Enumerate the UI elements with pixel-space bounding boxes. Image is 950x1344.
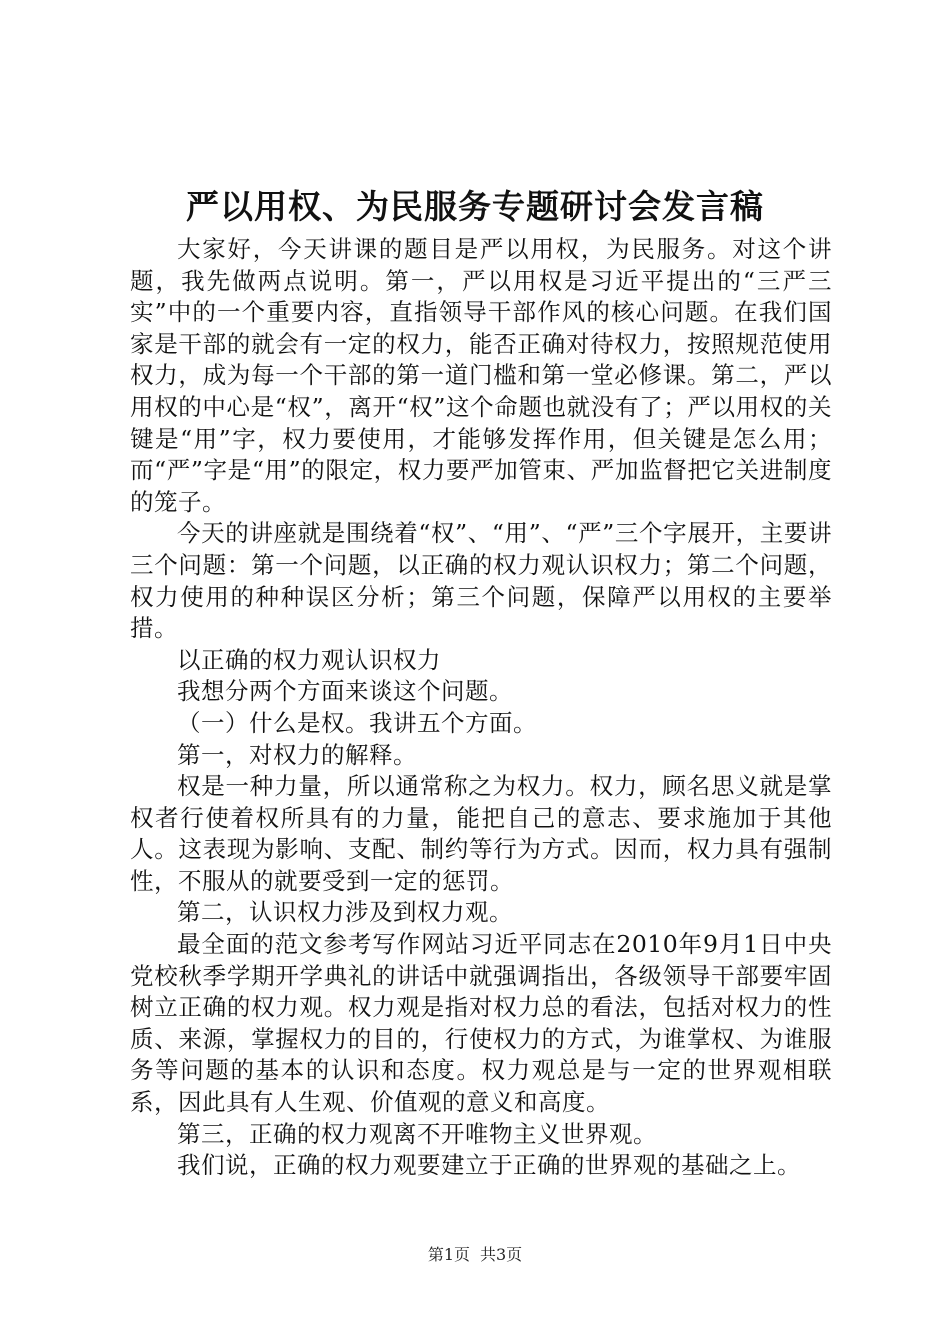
subsection-heading: （一）什么是权。我讲五个方面。 [177,708,537,737]
point-heading: 第一，对权力的解释。 [177,740,417,769]
document-title: 严以用权、为民服务专题研讨会发言稿 [186,187,764,226]
paragraph-intro: 大家好，今天讲课的题目是严以用权，为民服务。对这个讲题，我先做两点说明。第一，严以用权是习近平提出的“三严三实”中的一个重要内容，直指领导干部作风的核心问题。在我们国家是干部的就会有一定的权力，能否正确对待权力，按照规范使用权力，成为每一个干部的第一道门槛和第一堂必修课。第二，严以用权的中心是“权”，离开“权”这个命题也就没有了；严以用权的关键是“用”字，权力要使用，才能够发挥作用，但关键是怎么用；而“严”字是“用”的限定，权力要严加管束、严加监督把它关进制度的笼子。 [130,235,832,516]
document-body [130,234,832,1182]
page-footer [0,1245,950,1265]
point-heading: 第二，认识权力涉及到权力观。 [177,898,513,927]
point-heading: 第三，正确的权力观离不开唯物主义世界观。 [177,1119,657,1148]
paragraph: 我们说，正确的权力观要建立于正确的世界观的基础之上。 [177,1151,801,1180]
page-number: 第1页 [427,1245,470,1264]
paragraph: 最全面的范文参考写作网站习近平同志在2010年9月1日中央党校秋季学期开学典礼的讲话中就强调指出，各级领导干部要牢固树立正确的权力观。权力观是指对权力总的看法，包括对权力的性质、来源，掌握权力的目的，行使权力的方式，为谁掌权、为谁服务等问题的基本的认识和态度。权力观总是与一定的世界观相联系，因此具有人生观、价值观的意义和高度。 [130,930,832,1117]
page-total: 共3页 [480,1245,523,1264]
paragraph-outline: 今天的讲座就是围绕着“权”、“用”、“严”三个字展开，主要讲三个问题：第一个问题，以正确的权力观认识权力；第二个问题，权力使用的种种误区分析；第三个问题，保障严以用权的主要举措。 [130,519,832,643]
section-heading: 以正确的权力观认识权力 [177,645,441,674]
paragraph: 权是一种力量，所以通常称之为权力。权力，顾名思义就是掌权者行使着权所具有的力量，能把自己的意志、要求施加于其他人。这表现为影响、支配、制约等行为方式。因而，权力具有强制性，不服从的就要受到一定的惩罚。 [130,772,832,895]
paragraph: 我想分两个方面来谈这个问题。 [177,677,513,706]
